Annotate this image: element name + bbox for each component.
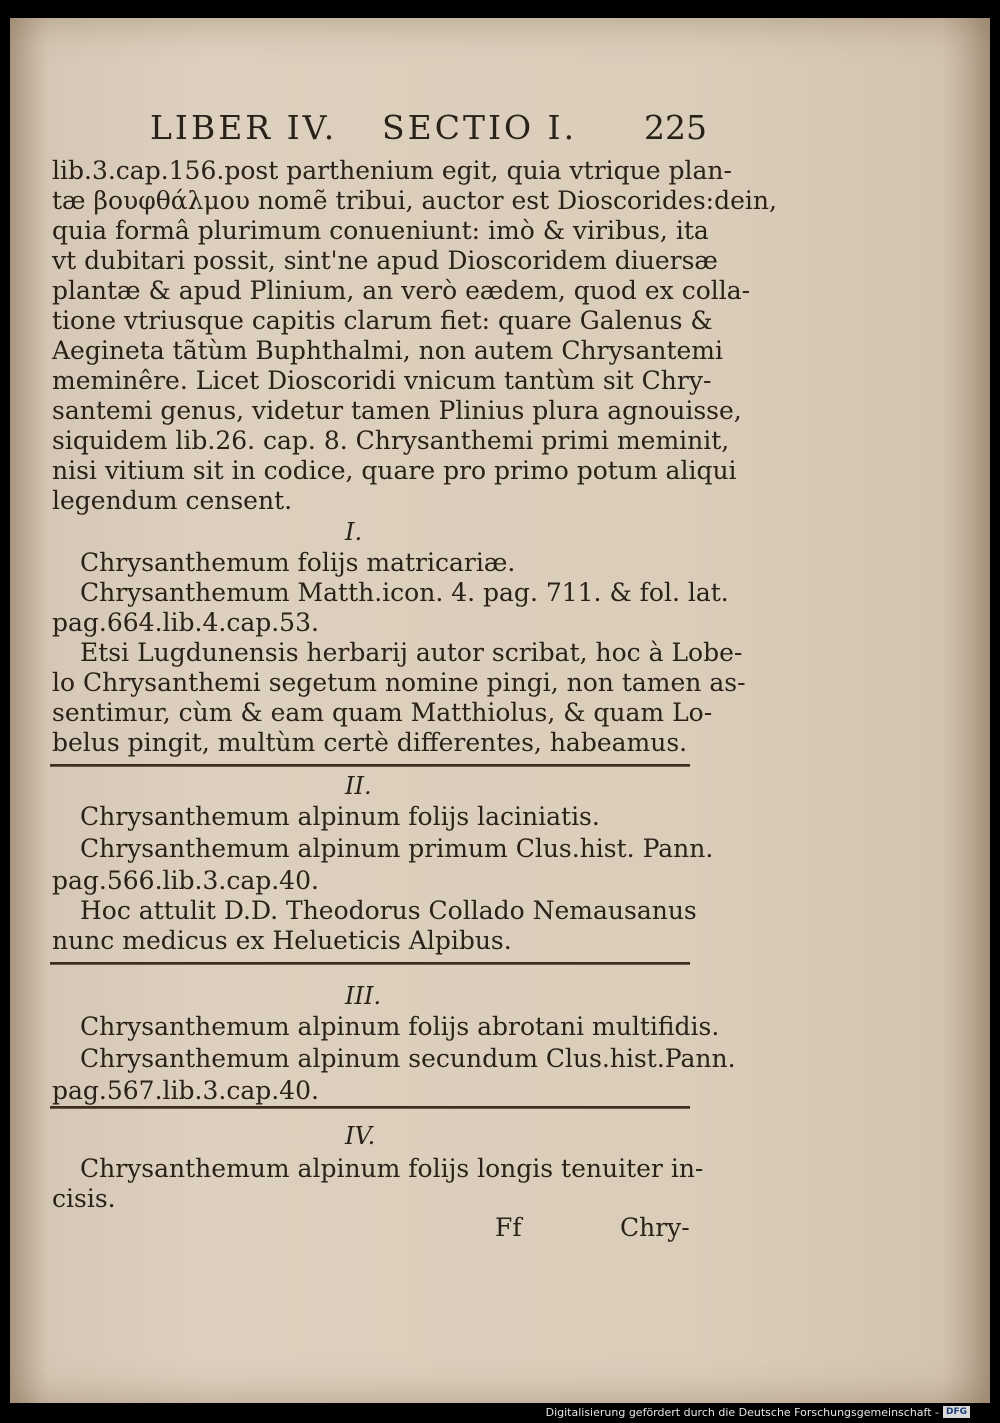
entry-line: Chrysanthemum folijs matricariæ. (80, 548, 516, 577)
paragraph-line: santemi genus, videtur tamen Plinius plura agnouisse, (52, 396, 742, 425)
page-number: 225 (644, 108, 707, 147)
entry-line: Etsi Lugdunensis herbarij autor scribat, hoc à Lobe- (80, 638, 743, 667)
paragraph-line: legendum censent. (52, 486, 293, 515)
paragraph-line: meminêre. Licet Dioscoridi vnicum tantùm sit Chry- (52, 366, 712, 395)
paragraph-line: tæ βουφθάλμου nomẽ tribui, auctor est Dioscorides:dein, (52, 186, 777, 215)
paragraph-line: plantæ & apud Plinium, an verò eædem, quod ex colla- (52, 276, 751, 305)
entry-line: nunc medicus ex Helueticis Alpibus. (52, 926, 512, 955)
running-header (150, 108, 707, 152)
header-liber: LIBER IV. (150, 108, 338, 147)
entry-line: cisis. (52, 1184, 116, 1213)
section-numeral: II. (345, 772, 372, 800)
entry-line: lo Chrysanthemi segetum nomine pingi, non tamen as- (52, 668, 746, 697)
paragraph-line: nisi vitium sit in codice, quare pro primo potum aliqui (52, 456, 737, 485)
entry-line: Chrysanthemum Matth.icon. 4. pag. 711. & fol. lat. (80, 578, 729, 607)
entry-line: pag.664.lib.4.cap.53. (52, 608, 319, 637)
paragraph-line: tione vtriusque capitis clarum fiet: quare Galenus & (52, 306, 713, 335)
entry-line: Chrysanthemum alpinum folijs abrotani multifidis. (80, 1012, 720, 1041)
funding-note (546, 1404, 970, 1420)
paragraph-line: quia formâ plurimum conueniunt: imò & viribus, ita (52, 216, 709, 245)
divider-rule (50, 764, 690, 767)
section-numeral: IV. (345, 1122, 376, 1150)
paragraph-line: Aegineta tãtùm Buphthalmi, non autem Chrysantemi (52, 336, 723, 365)
catchword: Chry- (620, 1213, 690, 1242)
entry-line: Hoc attulit D.D. Theodorus Collado Nemausanus (80, 896, 697, 925)
entry-line: Chrysanthemum alpinum primum Clus.hist. Pann. (80, 834, 714, 863)
signature-mark: Ff (495, 1213, 522, 1242)
divider-rule (50, 962, 690, 965)
entry-line: sentimur, cùm & eam quam Matthiolus, & quam Lo- (52, 698, 713, 727)
dfg-logo-icon: DFG (943, 1406, 970, 1418)
entry-line: belus pingit, multùm certè differentes, habeamus. (52, 728, 688, 757)
paragraph-line: vt dubitari possit, sint'ne apud Dioscoridem diuersæ (52, 246, 718, 275)
entry-line: pag.566.lib.3.cap.40. (52, 866, 319, 895)
entry-line: pag.567.lib.3.cap.40. (52, 1076, 319, 1105)
entry-line: Chrysanthemum alpinum secundum Clus.hist.Pann. (80, 1044, 736, 1073)
paragraph-line: siquidem lib.26. cap. 8. Chrysanthemi primi meminit, (52, 426, 730, 455)
section-numeral: I. (345, 518, 363, 546)
divider-rule (50, 1106, 690, 1109)
funding-text: Digitalisierung gefördert durch die Deutsche Forschungsgemeinschaft - (545, 1405, 939, 1419)
section-numeral: III. (345, 982, 382, 1010)
entry-line: Chrysanthemum alpinum folijs laciniatis. (80, 802, 600, 831)
paragraph-line: lib.3.cap.156.post parthenium egit, quia vtrique plan- (52, 156, 732, 185)
entry-line: Chrysanthemum alpinum folijs longis tenuiter in- (80, 1154, 704, 1183)
header-sectio: SECTIO I. (382, 108, 578, 147)
